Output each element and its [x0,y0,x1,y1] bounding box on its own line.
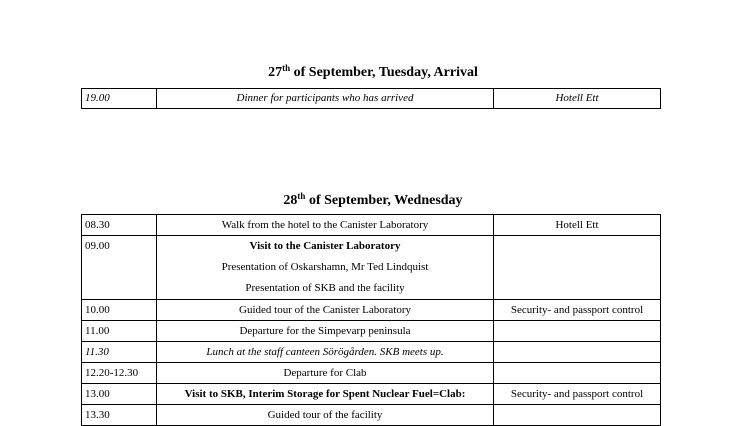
activity-cell: Dinner for participants who has arrived [157,89,494,109]
time-cell: 19.00 [82,89,157,109]
activity-cell: Guided tour of the facility [157,405,494,426]
time-cell: 13.30 [82,405,157,426]
table-row [82,363,661,384]
day2-date-sup: th [297,191,306,201]
day2-date-num: 28 [283,193,298,208]
day1-schedule-table [81,88,661,109]
activity-cell: Guided tour of the Canister Laboratory [157,300,494,321]
day2-heading [0,191,746,209]
activity-cell: Walk from the hotel to the Canister Laboratory [157,215,494,236]
location-cell: Security- and passport control [494,384,661,405]
activity-cell: Visit to SKB, Interim Storage for Spent Nuclear Fuel=Clab: [157,384,494,405]
location-cell: Hotell Ett [494,215,661,236]
activity-cell: Departure for the Simpevarp peninsula [157,321,494,342]
location-cell: Hotell Ett [494,89,661,109]
time-cell: 10.00 [82,300,157,321]
day1-date-sup: th [282,63,291,73]
day2-date-rest: of September, Wednesday [305,193,463,208]
time-cell: 11.30 [82,342,157,363]
location-cell [494,363,661,384]
day1-date-num: 27 [268,65,283,80]
table-row [82,342,661,363]
activity-cell: Departure for Clab [157,363,494,384]
table-row [82,384,661,405]
time-cell: 11.00 [82,321,157,342]
location-cell [494,405,661,426]
activity-cell: Lunch at the staff canteen Sörögården. SKB meets up. [157,342,494,363]
table-row [82,89,661,109]
activity-title: Visit to the Canister Laboratory [249,240,401,252]
activity-line: Presentation of SKB and the facility [245,282,405,294]
location-cell [494,236,661,300]
time-cell: 13.00 [82,384,157,405]
activity-cell [157,236,494,300]
time-cell: 09.00 [82,236,157,300]
time-cell: 12.20-12.30 [82,363,157,384]
day1-date-rest: of September, Tuesday, Arrival [290,65,478,80]
day2-schedule-table [81,214,661,426]
location-cell [494,342,661,363]
table-row [82,236,661,300]
day1-heading [0,63,746,81]
location-cell [494,321,661,342]
location-cell: Security- and passport control [494,300,661,321]
table-row [82,321,661,342]
activity-line: Presentation of Oskarshamn, Mr Ted Lindquist [221,261,429,273]
table-row [82,300,661,321]
table-row [82,405,661,426]
time-cell: 08.30 [82,215,157,236]
table-row [82,215,661,236]
